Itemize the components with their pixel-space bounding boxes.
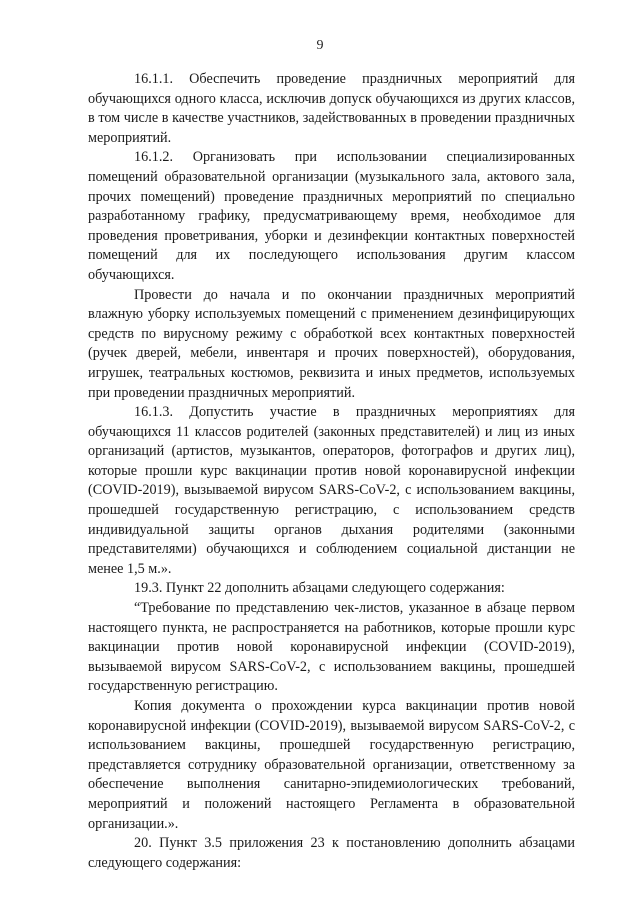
- paragraph-cleaning: Провести до начала и по окончании праздничных мероприятий влажную уборку используемых помещений с применением дезинфицирующих средств по вирусному режиму с обработкой всех контактных поверхностей (ручек дверей, мебели, инвентаря и прочих поверхностей), оборудования, игрушек, театральных костюмов, реквизита и иных предметов, используемых при проведении праздничных мероприятий.: [88, 286, 575, 401]
- document-body: [88, 70, 575, 873]
- paragraph-20: 20. Пункт 3.5 приложения 23 к постановлению дополнить абзацами следующего содержания:: [88, 835, 575, 871]
- paragraph-16-1-1: 16.1.1. Обеспечить проведение праздничных мероприятий для обучающихся одного класса, исключив допуск обучающихся из других классов, в том числе в качестве участников, задействованных в проведении праздничных мероприятий.: [88, 71, 575, 146]
- paragraph-16-1-3: 16.1.3. Допустить участие в праздничных мероприятиях для обучающихся 11 классов родителей (законных представителей) и лиц из иных организаций (артистов, музыкантов, операторов, фотографов и других лиц), которые прошли курс вакцинации против новой коронавирусной инфекции (COVID-2019), вызываемой вирусом SARS-CoV-2, с использованием вакцины, прошедшей государственную регистрацию, с использованием средств индивидуальной защиты органов дыхания родителями (законными представителями) обучающихся и соблюдением социальной дистанции не менее 1,5 м.».: [88, 404, 575, 577]
- paragraph-checklist-requirement: “Требование по представлению чек-листов, указанное в абзаце первом настоящего пункта, не распространяется на работников, которые прошли курс вакцинации против новой коронавирусной инфекции (COVID-2019), вызываемой вирусом SARS-CoV-2, с использованием вакцины, прошедшей государственную регистрацию.: [88, 600, 575, 695]
- paragraph-vaccination-copy: Копия документа о прохождении курса вакцинации против новой коронавирусной инфекции (COVID-2019), вызываемой вирусом SARS-CoV-2, с использованием вакцины, прошедшей государственную регистрацию, представляется сотруднику образовательной организации, ответственному за обеспечение выполнения санитарно-эпидемиологических требований, мероприятий и положений настоящего Регламента в образовательной организации.».: [88, 698, 575, 832]
- paragraph-19-3: 19.3. Пункт 22 дополнить абзацами следующего содержания:: [134, 580, 505, 597]
- paragraph-16-1-2: 16.1.2. Организовать при использовании специализированных помещений образовательной организации (музыкального зала, актового зала, прочих помещений) проведение праздничных мероприятий по специально разработанному графику, предусматривающему время, необходимое для проведения проветривания, уборки и дезинфекции контактных поверхностей помещений для их последующего использования другим классом обучающихся.: [88, 149, 575, 283]
- page-number: 9: [316, 38, 324, 53]
